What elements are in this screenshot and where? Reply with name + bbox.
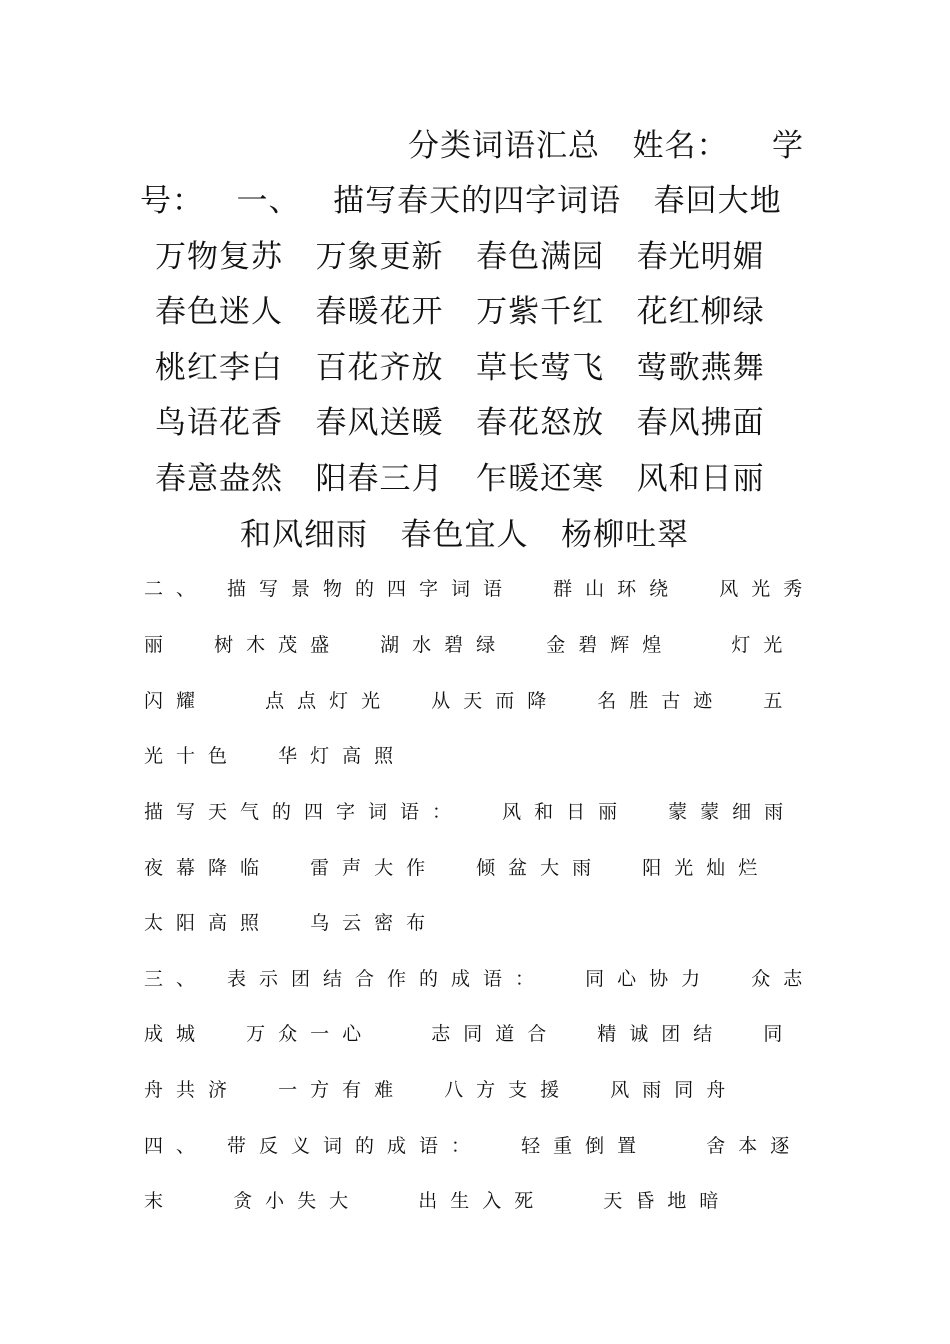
weather-line-3: 太阳高照 乌云密布 bbox=[144, 912, 439, 934]
section-3-line-1: 三、 表示团结合作的成语： 同心协力 众志 bbox=[144, 968, 816, 990]
spring-words-line-3: 桃红李白 百花齐放 草长莺飞 莺歌燕舞 bbox=[155, 350, 765, 386]
spring-words-line-1: 万物复苏 万象更新 春色满园 春光明媚 bbox=[155, 239, 765, 275]
section-1-heading-line: 号： 一、 描写春天的四字词语 春回大地 bbox=[140, 183, 782, 219]
doc-title-line: 分类词语汇总 姓名： 学 bbox=[408, 128, 804, 164]
weather-line-2: 夜幕降临 雷声大作 倾盆大雨 阳光灿烂 bbox=[144, 857, 771, 879]
section-2-line-2: 丽 树木茂盛 湖水碧绿 金碧辉煌 灯光 bbox=[144, 634, 796, 656]
spring-words-line-4: 鸟语花香 春风送暖 春花怒放 春风拂面 bbox=[155, 405, 765, 441]
spring-words-line-5: 春意盎然 阳春三月 乍暖还寒 风和日丽 bbox=[155, 461, 765, 497]
section-4-line-1: 四、 带反义词的成语： 轻重倒置 舍本逐 bbox=[144, 1135, 803, 1157]
spring-words-line-2: 春色迷人 春暖花开 万紫千红 花红柳绿 bbox=[155, 294, 765, 330]
section-2-line-3: 闪耀 点点灯光 从天而降 名胜古迹 五 bbox=[144, 690, 796, 712]
weather-line-1: 描写天气的四字词语： 风和日丽 蒙蒙细雨 bbox=[144, 801, 797, 823]
section-3-line-2: 成城 万众一心 志同道合 精诚团结 同 bbox=[144, 1023, 796, 1045]
section-2-line-4: 光十色 华灯高照 bbox=[144, 745, 407, 767]
section-2-line-1: 二、 描写景物的四字词语 群山环绕 风光秀 bbox=[144, 578, 816, 600]
section-4-line-2: 末 贪小失大 出生入死 天昏地暗 bbox=[144, 1190, 732, 1212]
spring-words-line-6: 和风细雨 春色宜人 杨柳吐翠 bbox=[240, 517, 690, 553]
section-3-line-3: 舟共济 一方有难 八方支援 风雨同舟 bbox=[144, 1079, 739, 1101]
